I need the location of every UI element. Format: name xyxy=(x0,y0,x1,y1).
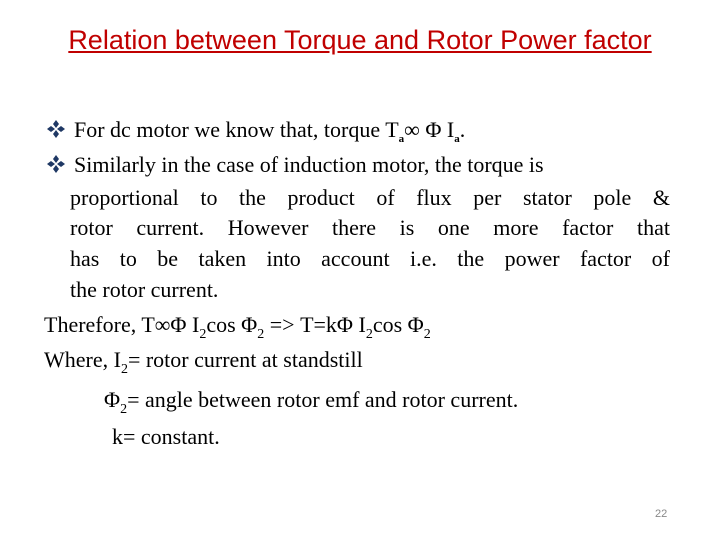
bullet-continuation: has to be taken into account i.e. the power factor of xyxy=(70,246,670,271)
equation-text: => T=kΦ I xyxy=(264,312,366,337)
subscript: a xyxy=(398,133,405,145)
definition-text: Φ xyxy=(104,387,121,412)
page-number: 22 xyxy=(655,508,668,520)
definition-text: = angle between rotor emf and rotor current. xyxy=(127,387,519,412)
bullet-text: ∞ Φ I xyxy=(404,117,455,142)
four-diamond-bullet-icon xyxy=(46,119,66,139)
bullet-continuation: the rotor current. xyxy=(70,277,219,302)
subscript: 2 xyxy=(257,327,265,342)
equation-text: cos Φ xyxy=(372,312,424,337)
subscript: a xyxy=(454,133,460,145)
bullet-induction-motor xyxy=(46,152,544,178)
bullet-text: Similarly in the case of induction motor, the torque is xyxy=(74,152,544,177)
subscript: 2 xyxy=(120,362,128,377)
definition-text: Where, I xyxy=(44,347,121,372)
where-definition xyxy=(44,347,363,377)
bullet-text: . xyxy=(459,117,466,142)
therefore-equation xyxy=(44,312,431,342)
bullet-text: For dc motor we know that, torque T xyxy=(74,117,399,142)
slide-title: Relation between Torque and Rotor Power factor xyxy=(68,25,652,55)
phi-definition xyxy=(104,387,519,417)
subscript: 2 xyxy=(365,327,373,342)
bullet-dc-motor xyxy=(46,117,465,143)
definition-text: = rotor current at standstill xyxy=(127,347,363,372)
subscript: 2 xyxy=(120,402,128,417)
bullet-continuation: proportional to the product of flux per stator pole & xyxy=(70,185,670,210)
subscript: 2 xyxy=(199,327,207,342)
k-definition: k= constant. xyxy=(112,424,220,449)
equation-text: Therefore, T∞Φ I xyxy=(44,312,200,337)
four-diamond-bullet-icon xyxy=(46,154,66,174)
equation-text: cos Φ xyxy=(206,312,258,337)
bullet-continuation: rotor current. However there is one more factor that xyxy=(70,215,670,240)
subscript: 2 xyxy=(423,327,431,342)
